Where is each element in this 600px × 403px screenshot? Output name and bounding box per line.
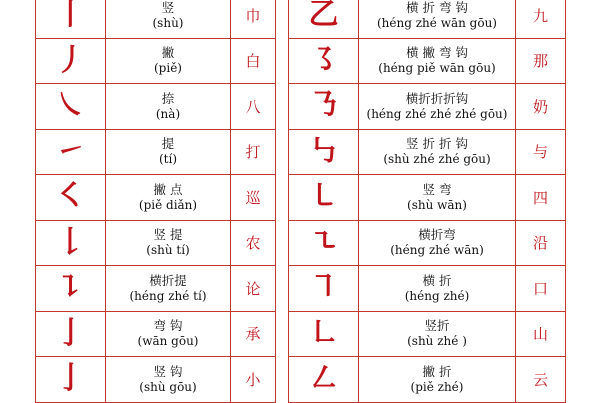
stroke-name-cell [359, 357, 516, 403]
example-char: 农 [245, 234, 261, 253]
example-char: 云 [532, 370, 548, 389]
stroke-glyph: 亅 [55, 361, 86, 397]
stroke-glyph: ㇌ [308, 42, 339, 78]
stroke-name-cell [106, 357, 231, 403]
stroke-pinyin: (héng zhé) [404, 288, 470, 303]
stroke-name-cell [359, 220, 516, 266]
example-char-cell [231, 84, 276, 130]
example-char-cell [231, 266, 276, 312]
stroke-name: 竖 折 折 钩 [406, 136, 468, 152]
stroke-glyph-cell [289, 266, 359, 312]
stroke-name-cell [106, 220, 231, 266]
example-char-cell [516, 175, 566, 221]
stroke-glyph-cell [36, 38, 106, 84]
stroke-row [289, 311, 566, 357]
stroke-glyph: ㇕ [308, 270, 339, 306]
example-char: 那 [532, 52, 548, 71]
example-char: 小 [245, 370, 261, 389]
example-char: 巾 [245, 6, 261, 25]
stroke-name-cell [106, 84, 231, 130]
stroke-pinyin: (piě) [154, 61, 182, 76]
example-char: 奶 [532, 97, 548, 116]
stroke-pinyin: (héng zhé wān gōu) [377, 15, 497, 30]
stroke-row [36, 38, 276, 84]
stroke-name: 横折弯 [418, 227, 456, 243]
stroke-pinyin: (shù zhé zhé gōu) [383, 152, 491, 167]
stroke-name-cell [359, 38, 516, 84]
stroke-name: 横 撇 弯 钩 [406, 45, 468, 61]
stroke-row [36, 357, 276, 403]
stroke-name: 竖 弯 [422, 181, 452, 197]
stroke-pinyin: (nà) [155, 106, 181, 121]
stroke-pinyin: (shù zhé ) [407, 334, 467, 349]
stroke-name-cell [106, 38, 231, 84]
example-char: 打 [245, 143, 261, 162]
example-char-cell [516, 84, 566, 130]
stroke-glyph: ㇄ [308, 179, 339, 215]
stroke-glyph: ㇀ [55, 133, 86, 169]
example-char: 论 [245, 279, 261, 298]
stroke-row [289, 266, 566, 312]
stroke-name: 捺 [161, 90, 175, 106]
stroke-row [36, 129, 276, 175]
stroke-name: 横折折折钩 [405, 90, 469, 106]
stroke-name: 撇 [161, 45, 175, 61]
example-char-cell [516, 266, 566, 312]
stroke-glyph-cell [289, 175, 359, 221]
stroke-row [36, 311, 276, 357]
stroke-glyph-cell [289, 84, 359, 130]
example-char: 承 [245, 325, 261, 344]
stroke-pinyin: (wān gōu) [137, 334, 199, 349]
example-char: 八 [245, 97, 261, 116]
stroke-pinyin: (shù wān) [407, 197, 467, 212]
stroke-name: 竖折 [424, 318, 450, 334]
stroke-pinyin: (tí) [158, 152, 178, 167]
stroke-pinyin: (piě diǎn) [138, 197, 198, 212]
stroke-pinyin: (héng zhé tí) [129, 288, 207, 303]
stroke-row [36, 0, 276, 38]
stroke-name-cell [106, 311, 231, 357]
stroke-row [36, 266, 276, 312]
stroke-table-right [288, 0, 566, 403]
stroke-glyph-cell [36, 129, 106, 175]
stroke-glyph-cell [289, 38, 359, 84]
stroke-glyph-cell [36, 266, 106, 312]
stroke-table-left [35, 0, 276, 403]
stroke-name: 横折提 [149, 272, 187, 288]
stroke-pinyin: (shù gōu) [139, 379, 197, 394]
example-char: 九 [532, 6, 548, 25]
example-char-cell [231, 38, 276, 84]
example-char-cell [516, 38, 566, 84]
example-char: 四 [532, 188, 548, 207]
stroke-pinyin: (shù tí) [146, 243, 190, 258]
stroke-name: 撇 点 [153, 181, 183, 197]
stroke-row [36, 84, 276, 130]
example-char: 巡 [245, 188, 261, 207]
stroke-glyph: ㇡ [308, 88, 339, 124]
stroke-glyph-cell [36, 175, 106, 221]
stroke-name: 弯 钩 [153, 318, 183, 334]
stroke-name-cell [359, 84, 516, 130]
example-char-cell [231, 129, 276, 175]
stroke-glyph: ㇍ [308, 224, 339, 260]
stroke-glyph: ㇜ [308, 361, 339, 397]
stroke-glyph: 丿 [55, 42, 86, 78]
stroke-name-cell [106, 266, 231, 312]
stroke-row [289, 175, 566, 221]
stroke-name-cell [359, 0, 516, 38]
stroke-name: 提 [161, 136, 175, 152]
stroke-glyph: ㇊ [55, 270, 86, 306]
example-char-cell [516, 220, 566, 266]
stroke-row [289, 84, 566, 130]
stroke-name: 竖 钩 [153, 363, 183, 379]
stroke-row [289, 0, 566, 38]
stroke-glyph: ㇗ [308, 315, 339, 351]
stroke-glyph-cell [289, 357, 359, 403]
example-char-cell [516, 129, 566, 175]
example-char: 沿 [532, 234, 548, 253]
stroke-pinyin: (héng zhé zhé zhé gōu) [366, 106, 508, 121]
stroke-row [289, 357, 566, 403]
stroke-glyph: ㇏ [55, 88, 86, 124]
example-char-cell [516, 0, 566, 38]
example-char-cell [516, 311, 566, 357]
example-char: 山 [532, 325, 548, 344]
stroke-glyph: 丨 [55, 0, 86, 33]
stroke-row [289, 220, 566, 266]
stroke-glyph-cell [289, 0, 359, 38]
stroke-name: 横 折 弯 钩 [406, 0, 468, 15]
example-char-cell [231, 220, 276, 266]
stroke-name-cell [106, 175, 231, 221]
stroke-glyph-cell [36, 0, 106, 38]
stroke-name-cell [359, 129, 516, 175]
stroke-pinyin: (shù) [152, 15, 184, 30]
stroke-row [289, 38, 566, 84]
example-char-cell [231, 175, 276, 221]
example-char-cell [231, 0, 276, 38]
stroke-glyph: 𠄌 [55, 224, 86, 260]
example-char-cell [516, 357, 566, 403]
stroke-name: 撇 折 [422, 363, 452, 379]
example-char: 口 [532, 279, 548, 298]
stroke-glyph-cell [36, 357, 106, 403]
stroke-glyph-cell [289, 129, 359, 175]
stroke-name-cell [106, 0, 231, 38]
stroke-glyph-cell [36, 311, 106, 357]
stroke-glyph-cell [36, 220, 106, 266]
stroke-row [289, 129, 566, 175]
stroke-glyph: ㇛ [55, 179, 86, 215]
stroke-row [36, 220, 276, 266]
stroke-glyph: ㇉ [308, 133, 339, 169]
stroke-pinyin: (héng zhé wān) [390, 243, 484, 258]
stroke-name: 竖 提 [153, 227, 183, 243]
stroke-name-cell [106, 129, 231, 175]
stroke-pinyin: (piě zhé) [410, 379, 464, 394]
stroke-name-cell [359, 266, 516, 312]
stroke-name-cell [359, 175, 516, 221]
stroke-glyph-cell [289, 220, 359, 266]
example-char-cell [231, 357, 276, 403]
example-char-cell [231, 311, 276, 357]
stroke-row [36, 175, 276, 221]
stroke-glyph: 亅 [55, 315, 86, 351]
stroke-glyph: 乙 [308, 0, 339, 33]
example-char: 白 [245, 52, 261, 71]
stroke-name-cell [359, 311, 516, 357]
stroke-pinyin: (héng piě wān gōu) [378, 61, 496, 76]
stroke-glyph-cell [289, 311, 359, 357]
stroke-name: 竖 [161, 0, 175, 15]
stroke-name: 横 折 [422, 272, 452, 288]
stroke-glyph-cell [36, 84, 106, 130]
example-char: 与 [532, 143, 548, 162]
